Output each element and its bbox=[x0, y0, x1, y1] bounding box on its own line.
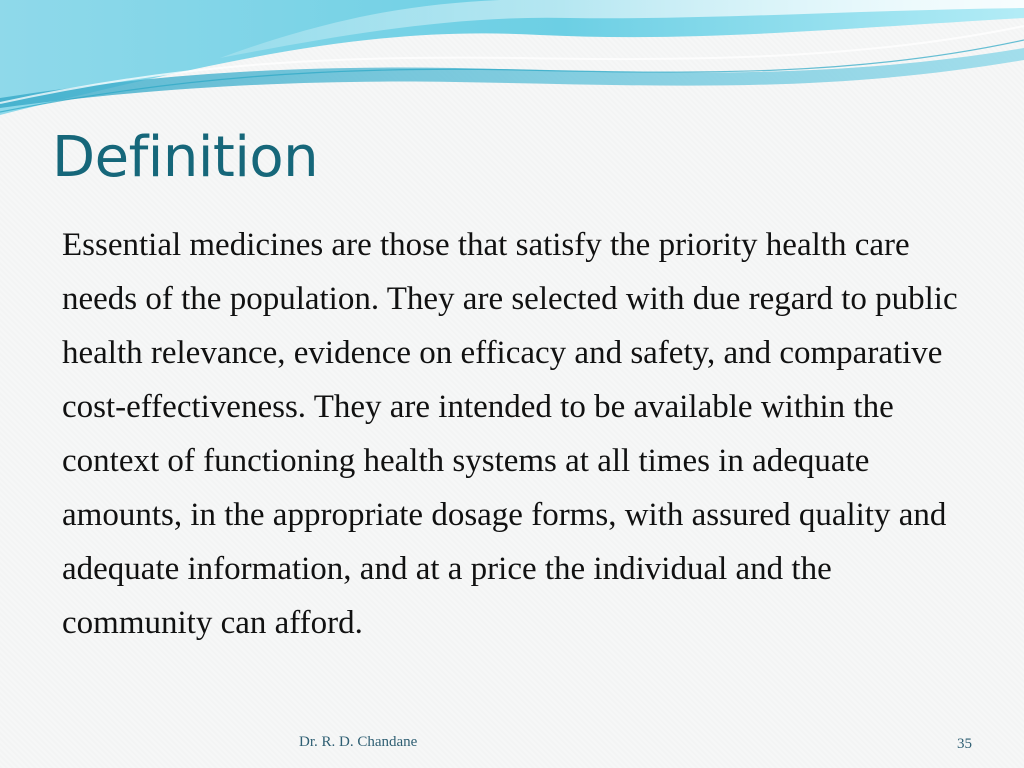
slide-title: Definition bbox=[52, 125, 319, 190]
footer-author: Dr. R. D. Chandane bbox=[299, 734, 418, 750]
decorative-wave-header bbox=[0, 0, 1024, 120]
slide-number: 35 bbox=[957, 736, 972, 752]
definition-text: Essential medicines are those that satisfy the priority health care needs of the population. They are selected with due regard to public health relevance, evidence on efficacy and safety, and comparative cost-effectiveness. They are intended to be available within the context of functioning health systems at all times in adequate amounts, in the appropriate dosage forms, with assured quality and adequate information, and at a price the individual and the community can afford. bbox=[62, 227, 958, 641]
